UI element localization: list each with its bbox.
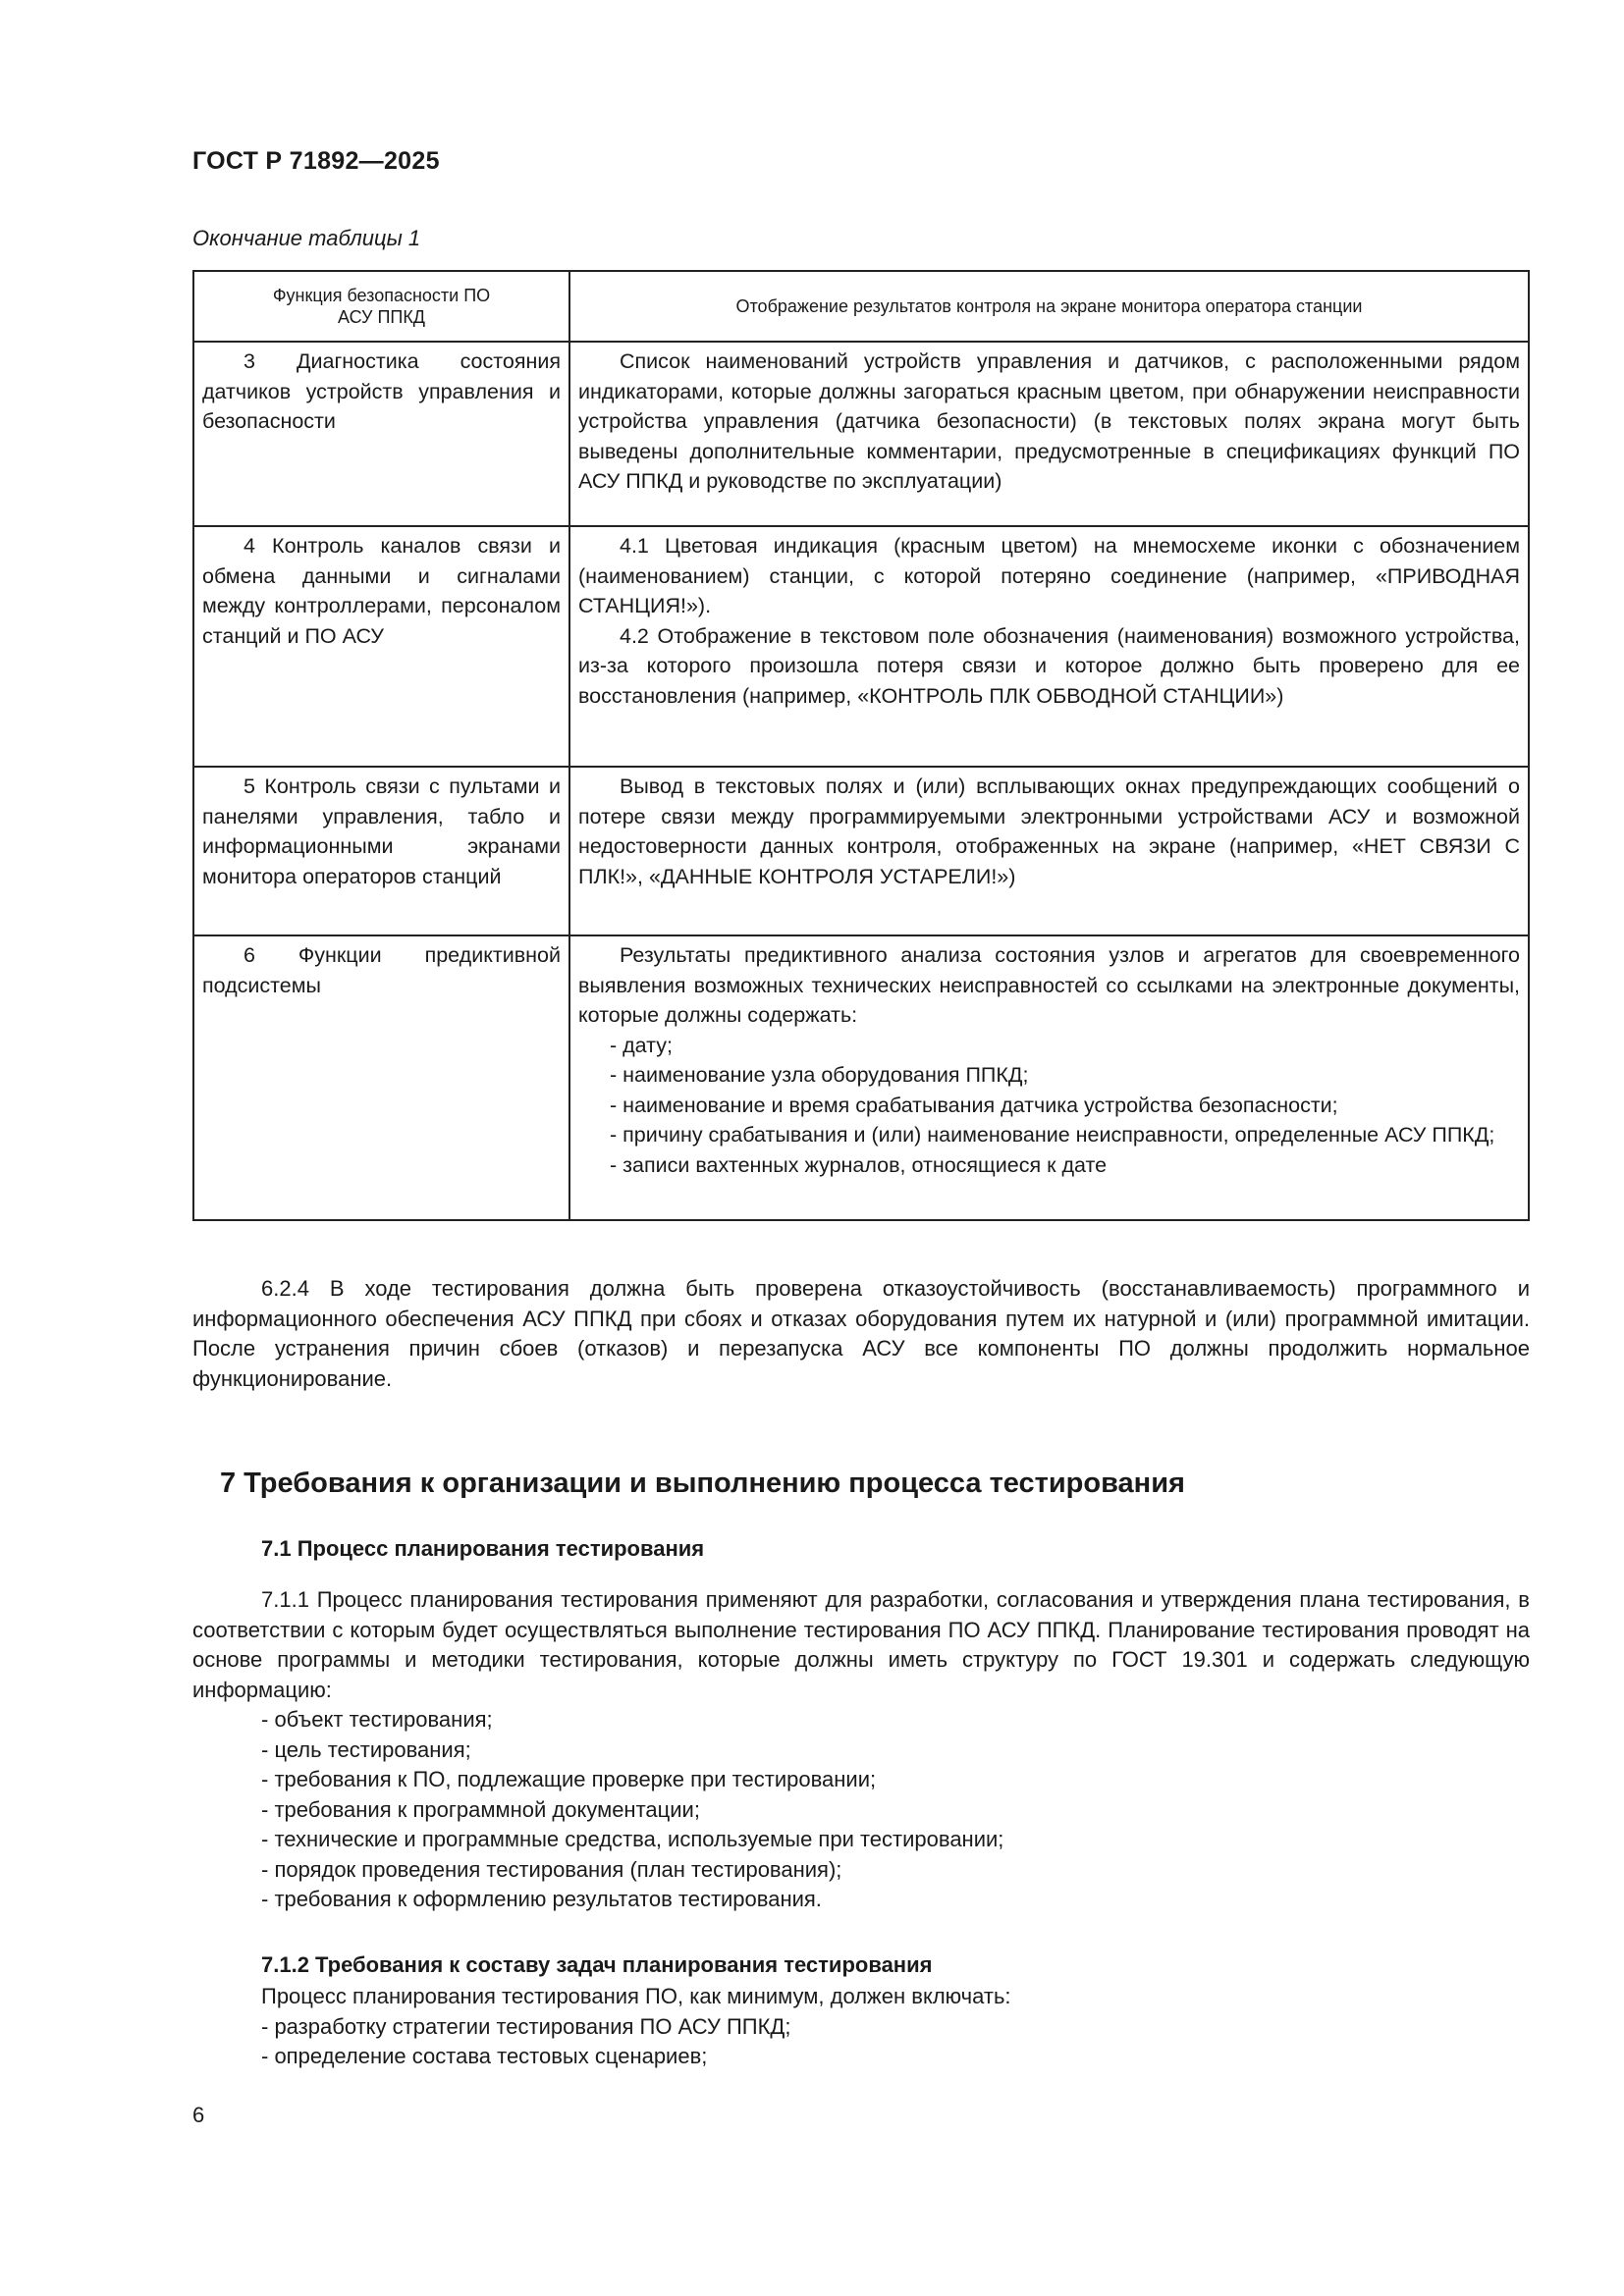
- column-header-display: Отображение результатов контроля на экране монитора оператора станции: [569, 271, 1529, 342]
- table-caption: Окончание таблицы 1: [192, 226, 421, 250]
- display-text: Список наименований устройств управления и датчиков, с расположенными рядом индикаторами, которые должны загораться красным цветом, при обнаружении неисправности устройства управления (датчика безопасности) (в текстовых полях экрана могут быть выведены дополнительные комментарии, предусмотренные в спецификациях функций ПО АСУ ППКД и руководстве по эксплуатации): [578, 349, 1520, 493]
- document-code: ГОСТ Р 71892—2025: [192, 147, 440, 175]
- display-cell: [569, 767, 1529, 935]
- list-item: - определение состава тестовых сценариев;: [261, 2044, 708, 2068]
- display-cell: [569, 342, 1529, 526]
- list-item: - порядок проведения тестирования (план тестирования);: [261, 1856, 842, 1882]
- list-item: - требования к программной документации;: [261, 1796, 700, 1822]
- paragraph-6-2-4: 6.2.4 В ходе тестирования должна быть проверена отказоустойчивость (восстанавливаемость) программного и информационного обеспечения АСУ ППКД при сбоях и отказах оборудования путем их натурной и (или) программной имитации. После устранения причин сбоев (отказов) и перезапуска АСУ все компоненты ПО должны продолжить нормальное функционирование.: [192, 1276, 1530, 1391]
- table-row: [193, 767, 1529, 935]
- display-list-item: - причину срабатывания и (или) наименование неисправности, определенные АСУ ППКД;: [610, 1123, 1495, 1147]
- table-header-row: [193, 271, 1529, 342]
- list-item: - разработку стратегии тестирования ПО АСУ ППКД;: [261, 2013, 791, 2039]
- display-list-item: - наименование и время срабатывания датчика устройства безопасности;: [610, 1093, 1338, 1117]
- display-list-item: - наименование узла оборудования ППКД;: [610, 1063, 1029, 1087]
- table-row: [193, 526, 1529, 767]
- function-cell: [193, 935, 569, 1220]
- paragraph-7-1-2: Процесс планирования тестирования ПО, как минимум, должен включать:: [261, 1984, 1011, 2008]
- page-number: 6: [192, 2103, 205, 2127]
- list-7-1-2: [261, 1982, 1011, 2072]
- display-text: 4.1 Цветовая индикация (красным цветом) на мнемосхеме иконки с обозначением (наименованием) станции, с которой потеряно соединение (например, «ПРИВОДНАЯ СТАНЦИЯ!»).: [578, 534, 1520, 617]
- function-cell: [193, 342, 569, 526]
- display-list-item: - дату;: [610, 1033, 673, 1057]
- list-item: - объект тестирования;: [261, 1707, 493, 1732]
- table-row: [193, 935, 1529, 1220]
- display-text: Результаты предиктивного анализа состояния узлов и агрегатов для своевременного выявления возможных технических неисправностей со ссылками на электронные документы, которые должны содержать:: [578, 943, 1520, 1027]
- list-item: - цель тестирования;: [261, 1736, 471, 1762]
- list-item: - технические и программные средства, используемые при тестировании;: [261, 1827, 1004, 1851]
- function-text: 3 Диагностика состояния датчиков устройств управления и безопасности: [202, 349, 561, 433]
- display-cell: [569, 526, 1529, 767]
- section-7-heading: 7 Требования к организации и выполнению процесса тестирования: [220, 1468, 1185, 1499]
- function-text: 5 Контроль связи с пультами и панелями управления, табло и информационными экранами монитора операторов станций: [202, 774, 561, 888]
- function-text: 6 Функции предиктивной подсистемы: [202, 943, 561, 997]
- display-text: Вывод в текстовых полях и (или) всплывающих окнах предупреждающих сообщений о потере связи между программируемыми электронными устройствами АСУ и возможной недостоверности данных контроля, отображенных на экране (например, «НЕТ СВЯЗИ С ПЛК!», «ДАННЫЕ КОНТРОЛЯ УСТАРЕЛИ!»): [578, 774, 1520, 888]
- function-cell: [193, 767, 569, 935]
- list-7-1-1: [261, 1705, 1003, 1915]
- safety-functions-table: [192, 270, 1530, 1221]
- section-7-1-heading: 7.1 Процесс планирования тестирования: [261, 1536, 705, 1561]
- display-list-item: - записи вахтенных журналов, относящиеся к дате: [610, 1152, 1108, 1177]
- list-item: - требования к оформлению результатов тестирования.: [261, 1887, 822, 1911]
- paragraph-7-1-1: 7.1.1 Процесс планирования тестирования применяют для разработки, согласования и утверждения плана тестирования, в соответствии с которым будет осуществляться выполнение тестирования ПО АСУ ППКД. Планирование тестирования проводят на основе программы и методики тестирования, которые должны иметь структуру по ГОСТ 19.301 и содержать следующую информацию:: [192, 1587, 1530, 1702]
- column-header-label: Функция безопасности ПО АСУ ППКД: [272, 286, 491, 327]
- list-item: - требования к ПО, подлежащие проверке при тестировании;: [261, 1767, 877, 1791]
- table-row: [193, 342, 1529, 526]
- display-text: 4.2 Отображение в текстовом поле обозначения (наименования) возможного устройства, из-за которого произошла потеря связи и которое должно быть проверено для ее восстановления (например, «КОНТРОЛЬ ПЛК ОБВОДНОЙ СТАНЦИИ»): [578, 623, 1520, 708]
- function-text: 4 Контроль каналов связи и обмена данными и сигналами между контроллерами, персоналом станций и ПО АСУ: [202, 534, 561, 648]
- display-cell: [569, 935, 1529, 1220]
- section-7-1-2-heading: 7.1.2 Требования к составу задач планирования тестирования: [261, 1952, 933, 1977]
- function-cell: [193, 526, 569, 767]
- column-header-function: [193, 271, 569, 342]
